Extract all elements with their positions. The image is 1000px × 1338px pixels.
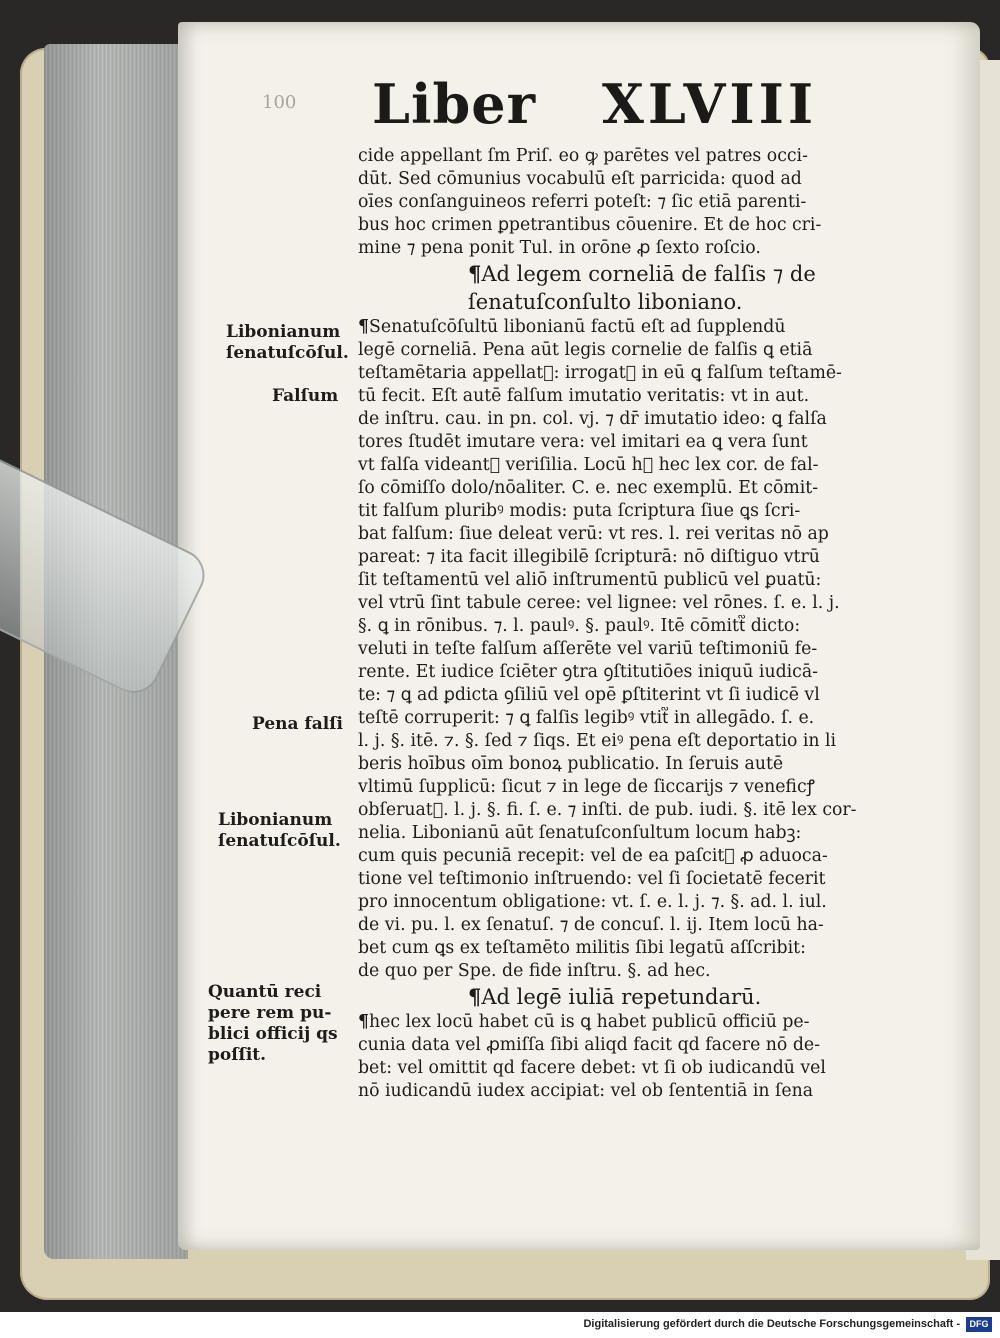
text-line <box>358 776 883 799</box>
line-text: bat falſum: ſiue deleat verū: vt res. l. rei veritas nō ap <box>358 524 829 544</box>
text-line <box>358 316 883 339</box>
dfg-logo: DFG <box>966 1317 992 1332</box>
text-line <box>358 1034 883 1057</box>
digitization-credit: Digitalisierung gefördert durch die Deutsche Forschungsgemeinschaft - <box>583 1318 960 1330</box>
line-text: cide appellant ſm Priſ. eo ꝙ parētes vel patres occi- <box>358 146 808 166</box>
line-text: de inſtru. cau. in pn. col. vj. ⁊ dr̄ imutatio ideo: ꝗ falſa <box>358 409 827 429</box>
text-line <box>358 799 883 822</box>
running-head-liber: Liber <box>372 72 537 136</box>
line-text: nelia. Libonianū aūt ſenatuſconſultum locum habꝫ: <box>358 823 802 843</box>
line-text: tū fecit. Eſt autē falſum imutatio veritatis: vt in aut. <box>358 386 810 406</box>
main-text-block <box>358 145 883 1103</box>
margin-note-pena-falsi <box>252 714 343 735</box>
section-heading <box>358 260 883 288</box>
text-line <box>358 615 883 638</box>
text-line <box>358 1011 883 1034</box>
line-text: vel vtrū ſint tabule ceree: vel lignee: vel rōnes. ſ. e. l. j. <box>358 593 840 613</box>
text-line <box>358 707 883 730</box>
text-line <box>358 569 883 592</box>
line-text: §. ꝗ in rōnibus. ⁊. l. paulꝰ. §. paulꝰ. Itē cōmitt᷑ dicto: <box>358 616 801 636</box>
line-text: tores ſtudēt imutare vera: vel imitari ea ꝗ vera ſunt <box>358 432 808 452</box>
pilcrow-mark: ¶ <box>468 261 482 286</box>
line-text: l. j. §. itē. ⁊. §. ſed ⁊ ſiqs. Et eiꝰ pena eſt deportatio in li <box>358 731 837 751</box>
text-line <box>358 868 883 891</box>
text-line <box>358 191 883 214</box>
text-line <box>358 753 883 776</box>
margin-note-line: Pena falſi <box>252 714 343 734</box>
line-text: legē corneliā. Pena aūt legis cornelie de falſis ꝗ etiā <box>358 340 813 360</box>
text-line <box>358 408 883 431</box>
section-heading <box>358 983 883 1011</box>
text-line <box>358 431 883 454</box>
line-text: de vi. pu. l. ex ſenatuſ. ⁊ de concuſ. l. ij. Item locū ha- <box>358 915 824 935</box>
line-text: Ad legem corneliā de falſis ⁊ de <box>481 262 816 286</box>
line-text: hec lex locū habet cū is ꝗ habet publicū officiū pe- <box>369 1012 810 1032</box>
text-line <box>358 237 883 260</box>
running-head-number: XLVIII <box>602 72 818 136</box>
text-line <box>358 546 883 569</box>
margin-note-libonianum-1 <box>226 322 349 364</box>
line-text: beris hoībus oīm bonoꝝ publicatio. In ſeruis autē <box>358 754 784 774</box>
margin-note-line: Falſum <box>272 386 339 406</box>
text-line <box>358 385 883 408</box>
line-text: bet cum ꝗs ex teſtamēto militis ſibi legatū aſſcribit: <box>358 938 806 958</box>
line-text: teſtamētaria appellat᷑: irrogat᷑ in eū ꝗ falſum teſtamē- <box>358 363 842 383</box>
margin-note-line: Quantū reci <box>208 982 322 1002</box>
line-text: veluti in teſte falſum aſſerēte vel variū teſtimoniū fe- <box>358 639 818 659</box>
text-line <box>358 845 883 868</box>
text-line <box>358 145 883 168</box>
text-line <box>358 684 883 707</box>
text-line <box>358 454 883 477</box>
margin-note-libonianum-2 <box>218 810 341 852</box>
text-line <box>358 592 883 615</box>
margin-note-line: Libonianum <box>218 810 333 830</box>
text-line <box>358 960 883 983</box>
text-line <box>358 168 883 191</box>
margin-note-line: Libonianum <box>226 322 341 342</box>
text-line <box>358 822 883 845</box>
margin-note-line: blici officij qs <box>208 1024 338 1044</box>
line-text: pareat: ⁊ ita facit illegibilē ſcripturā: nō diſtiguo vtrū <box>358 547 820 567</box>
line-text: obſeruat᷑. l. j. §. fi. ſ. e. ⁊ inſti. de pub. iudi. §. itē lex cor- <box>358 800 857 820</box>
margin-note-quantum <box>208 982 338 1066</box>
section-heading <box>358 288 883 316</box>
line-text: Senatuſcōſultū libonianū factū eſt ad ſupplendū <box>369 317 786 337</box>
line-text: vt falſa videant᷑ veriſilia. Locū hꝫ hec lex cor. de fal- <box>358 455 819 475</box>
pilcrow-mark: ¶ <box>358 1012 369 1032</box>
text-line <box>358 339 883 362</box>
margin-note-line: pere rem pu- <box>208 1003 332 1023</box>
line-text: ſenatuſconſulto liboniano. <box>468 290 743 314</box>
text-line <box>358 638 883 661</box>
line-text: rente. Et iudice ſciēter ꝯtra ꝯſtitutiōes iniquū iudicā- <box>358 662 818 682</box>
margin-note-falsum <box>272 386 338 407</box>
text-line <box>358 1080 883 1103</box>
line-text: tit falſum pluribꝰ modis: puta ſcriptura ſiue ꝗs ſcri- <box>358 501 801 521</box>
line-text: teſtē corruperit: ⁊ ꝗ falſis legibꝰ vtit᷑ in allegādo. ſ. e. <box>358 708 815 728</box>
line-text: vltimū ſupplicū: ſicut ⁊ in lege de ſiccarijs ⁊ veneficꝭ <box>358 777 815 797</box>
line-text: ſo cōmiſſo dolo/nōaliter. C. e. nec exemplū. Et cōmit- <box>358 478 819 498</box>
text-line <box>358 214 883 237</box>
line-text: bus hoc crimen ꝑpetrantibus cōuenire. Et de hoc cri- <box>358 215 822 235</box>
line-text: nō iudicandū iudex accipiat: vel ob ſententiā in ſena <box>358 1081 814 1101</box>
text-line <box>358 1057 883 1080</box>
line-text: Ad legē iuliā repetundarū. <box>481 985 762 1009</box>
line-text: dūt. Sed cōmunius vocabulū eſt parricida: quod ad <box>358 169 802 189</box>
margin-note-line: ſenatuſcōſul. <box>226 343 349 363</box>
text-line <box>358 937 883 960</box>
folio-number: 100 <box>262 92 297 113</box>
text-line <box>358 891 883 914</box>
line-text: pro innocentum obligatione: vt. ſ. e. l. j. ⁊. §. ad. l. iul. <box>358 892 827 912</box>
text-line <box>358 730 883 753</box>
line-text: oīes conſanguineos referri poteſt: ⁊ ſic etiā parenti- <box>358 192 807 212</box>
line-text: tione vel teſtimonio inſtruendo: vel ſi ſocietatē fecerit <box>358 869 826 889</box>
text-line <box>358 661 883 684</box>
text-line <box>358 362 883 385</box>
text-line <box>358 477 883 500</box>
line-text: cunia data vel ꝓmiſſa ſibi aliqd facit qd facere nō de- <box>358 1035 820 1055</box>
text-line <box>358 523 883 546</box>
pilcrow-mark: ¶ <box>468 984 482 1009</box>
line-text: ſit teſtamentū vel aliō inſtrumentū publicū vel ꝑuatū: <box>358 570 822 590</box>
margin-note-line: poſſit. <box>208 1045 267 1065</box>
line-text: te: ⁊ ꝗ ad ꝑdicta ꝯſiliū vel opē ꝑſtiterint vt ſi iudicē vl <box>358 685 820 705</box>
margin-note-line: ſenatuſcōſul. <box>218 831 341 851</box>
text-line <box>358 500 883 523</box>
line-text: mine ⁊ pena ponit Tul. in orōne ꝓ ſexto roſcio. <box>358 238 761 258</box>
line-text: bet: vel omittit qd facere debet: vt ſi ob iudicandū vel <box>358 1058 826 1078</box>
pilcrow-mark: ¶ <box>358 317 369 337</box>
line-text: cum quis pecuniā recepit: vel de ea paſcit᷑ ꝓ aduoca- <box>358 846 828 866</box>
line-text: de quo per Spe. de fide inſtru. §. ad hec. <box>358 961 711 981</box>
text-line <box>358 914 883 937</box>
